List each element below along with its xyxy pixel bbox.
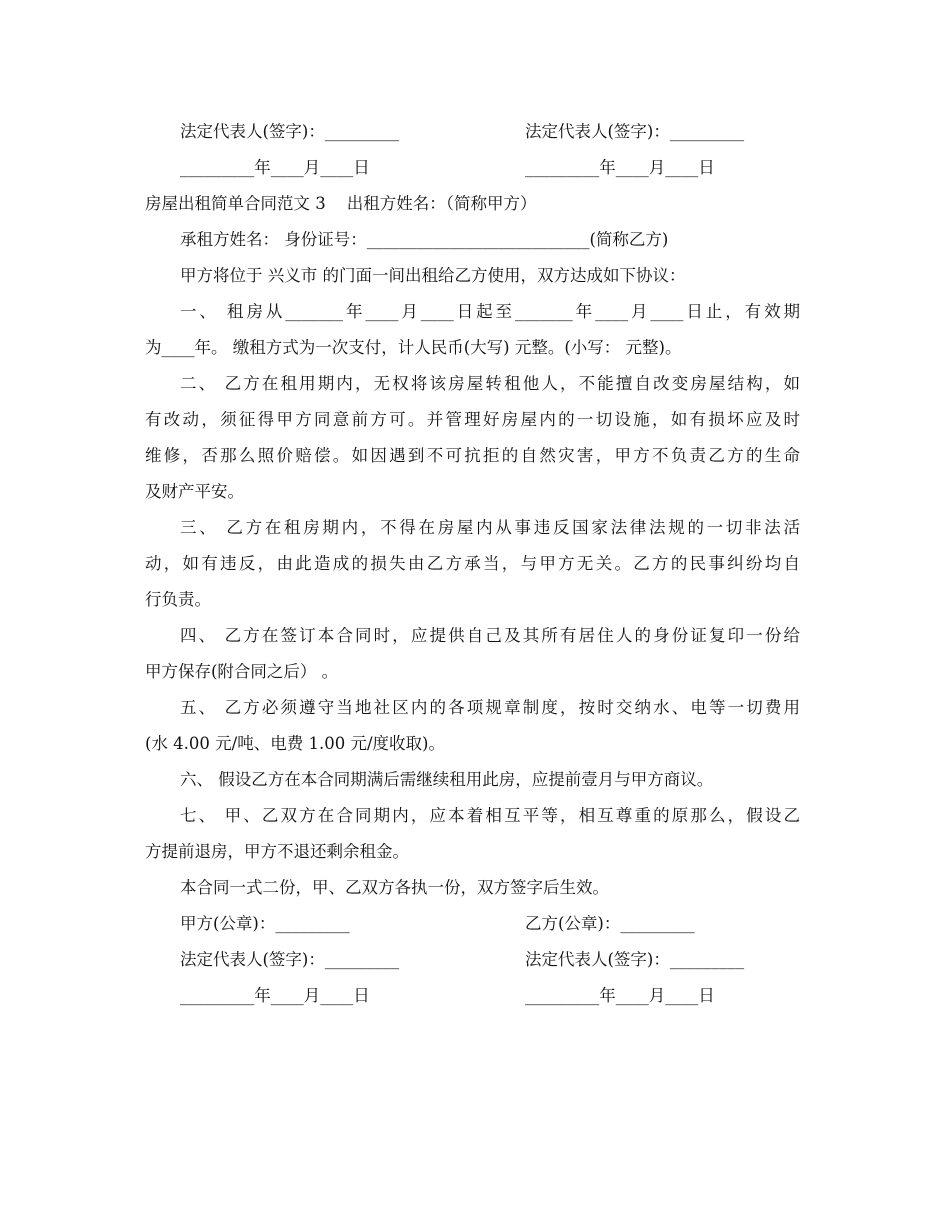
clause-6-line-1: 六、 假设乙方在本合同期满后需继续租用此房，应提前壹月与甲方商议。 — [180, 770, 714, 789]
clause-2-line-4: 及财产平安。 — [145, 482, 244, 501]
clause-3-line-3: 行负责。 — [145, 590, 211, 609]
clause-3-line-2: 动，如有违反，由此造成的损失由乙方承当，与甲方无关。乙方的民事纠纷均自 — [145, 554, 800, 573]
clause-2-line-1: 二、 乙方在租用期内，无权将该房屋转租他人，不能擅自改变房屋结构，如 — [180, 374, 800, 393]
bottom-right-representative: 法定代表人(签字)：_________ — [525, 950, 745, 969]
party-b-seal: 乙方(公章)：_________ — [525, 914, 695, 933]
tenant-info-line: 承租方姓名： 身份证号：___________________________(简称乙方) — [180, 230, 669, 249]
top-left-date: _________年____月____日 — [180, 158, 370, 177]
clause-2-line-2: 有改动，须征得甲方同意前方可。并管理好房屋内的一切设施，如有损坏应及时 — [145, 410, 800, 429]
clause-7-line-1: 七、 甲、乙双方在合同期内，应本着相互平等，相互尊重的原那么，假设乙 — [180, 806, 800, 825]
intro-paragraph: 甲方将位于 兴义市 的门面一间出租给乙方使用，双方达成如下协议： — [180, 266, 686, 285]
clause-3-line-1: 三、 乙方在租房期内，不得在房屋内从事违反国家法律法规的一切非法活 — [180, 518, 800, 537]
clause-4-line-2: 甲方保存(附合同之后） 。 — [145, 662, 339, 681]
top-right-date: _________年____月____日 — [525, 158, 715, 177]
clause-7-line-2: 方提前退房，甲方不退还剩余租金。 — [145, 842, 409, 861]
clause-1-line-2: 为____年。 缴租方式为一次支付，计人民币(大写) 元整。(小写： 元整)。 — [145, 338, 682, 357]
closing-paragraph: 本合同一式二份，甲、乙双方各执一份，双方签字后生效。 — [180, 878, 609, 897]
top-right-representative: 法定代表人(签字)：_________ — [525, 122, 745, 141]
bottom-left-representative: 法定代表人(签字)：_________ — [180, 950, 400, 969]
bottom-right-date: _________年____月____日 — [525, 986, 715, 1005]
clause-1-line-1: 一、 租房从_______年____月____日起至_______年____月____日止，有效期 — [180, 302, 800, 321]
clause-2-line-3: 维修，否那么照价赔偿。如因遇到不可抗拒的自然灾害，甲方不负责乙方的生命 — [145, 446, 800, 465]
party-a-seal: 甲方(公章)：_________ — [180, 914, 350, 933]
clause-4-line-1: 四、 乙方在签订本合同时，应提供自己及其所有居住人的身份证复印一份给 — [180, 626, 800, 645]
contract-heading: 房屋出租简单合同范文 3 出租方姓名：（简称甲方） — [145, 194, 537, 213]
top-left-representative: 法定代表人(签字)：_________ — [180, 122, 400, 141]
bottom-left-date: _________年____月____日 — [180, 986, 370, 1005]
clause-5-line-1: 五、 乙方必须遵守当地社区内的各项规章制度，按时交纳水、电等一切费用 — [180, 698, 800, 717]
clause-5-line-2: (水 4.00 元/吨、电费 1.00 元/度收取)。 — [145, 734, 445, 753]
